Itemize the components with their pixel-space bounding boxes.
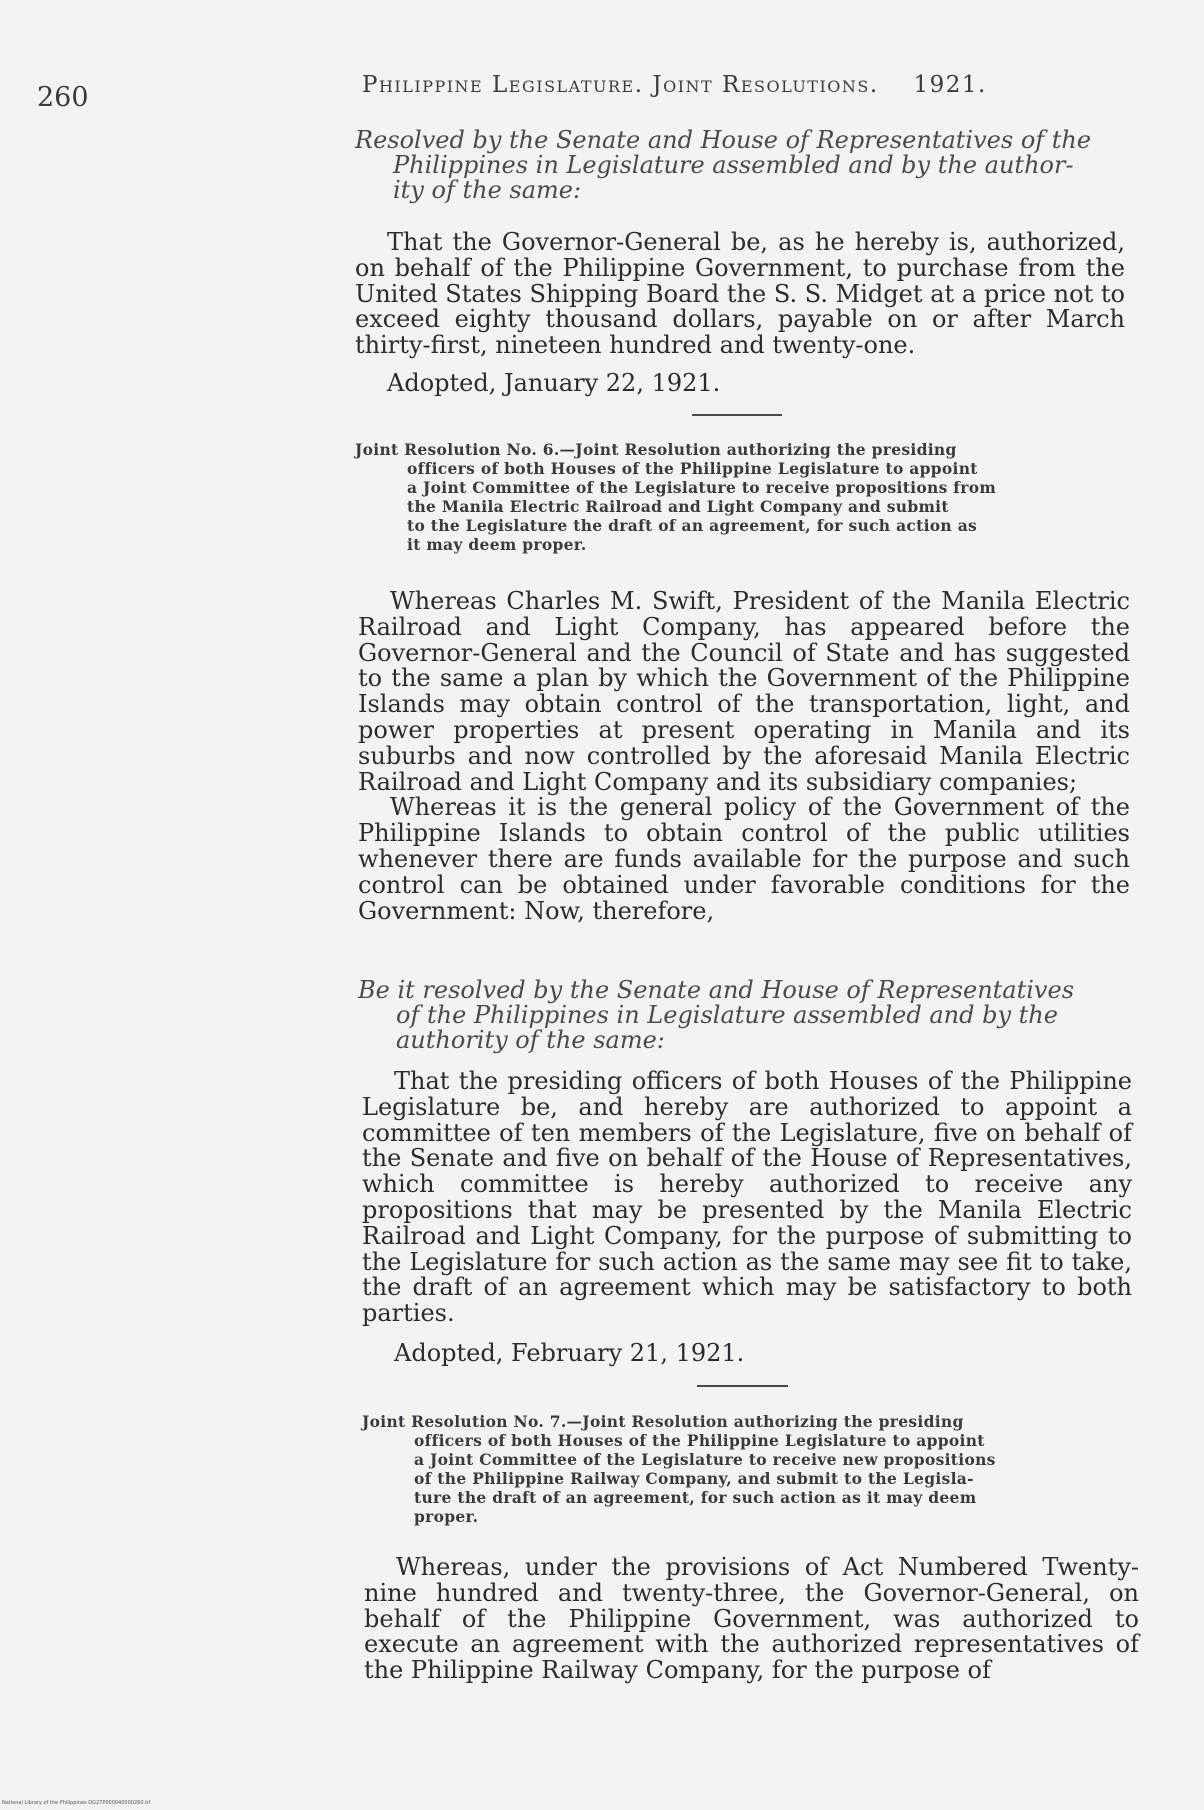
res6-whereas-1: Whereas Charles M. Swift, President of the Manila Electric Railroad and Light Company, has appeared before the Governor-General and the Council of State and has suggested to the same a plan by which the Government of the Philippine Islands may obtain control of the transportation, light, and power properties at present operating in Manila and its suburbs and now controlled by the aforesaid Manila Electric Railroad and Light Company and its subsidiary companies;	[358, 587, 1130, 796]
res6-summary-line: Joint Resolution No. 6.—Joint Resolution authorizing the presiding	[355, 440, 957, 459]
res6-whereas-2: Whereas it is the general policy of the Government of the Philippine Islands to obtain control of the public utilities whenever there are funds available for the purpose and such control can be obtained under favorable conditions for the Government: Now, therefore,	[358, 793, 1130, 925]
res5-resolved-line: Philippines in Legislature assembled and by the author-	[393, 151, 1074, 179]
res7-summary-line: Joint Resolution No. 7.—Joint Resolution authorizing the presiding	[362, 1412, 964, 1431]
running-head	[362, 72, 1102, 98]
res6-resolved-clause	[358, 978, 1130, 1053]
res5-resolved-line: ity of the same:	[393, 176, 582, 204]
res7-summary	[362, 1413, 1144, 1526]
section-divider	[697, 1385, 788, 1387]
res6-summary-line: officers of both Houses of the Philippine Legislature to appoint	[407, 458, 978, 478]
res6-summary-line: a Joint Committee of the Legislature to receive propositions from	[407, 477, 997, 497]
res6-resolved-line: authority of the same:	[396, 1026, 665, 1054]
res5-body	[355, 230, 1125, 359]
res7-preamble	[364, 1555, 1139, 1684]
running-title: Philippine Legislature. Joint Resolutions.	[362, 72, 879, 98]
res6-summary-line: the Manila Electric Railroad and Light Company and submit	[407, 496, 949, 516]
res6-summary-line: it may deem proper.	[407, 534, 587, 554]
res7-summary-line: of the Philippine Railway Company, and submit to the Legisla-	[414, 1468, 974, 1488]
res6-adopted-date: Adopted, February 21, 1921.	[394, 1339, 745, 1367]
res6-preamble	[358, 589, 1130, 924]
res6-summary	[355, 441, 1135, 554]
res6-resolved-line: of the Philippines in Legislature assembled and by the	[396, 1001, 1058, 1029]
res7-summary-line: officers of both Houses of the Philippine Legislature to appoint	[414, 1430, 985, 1450]
res5-body-paragraph: That the Governor-General be, as he hereby is, authorized, on behalf of the Philippine Government, to purchase from the United States Shipping Board the S. S. Midget at a price not to exceed eighty thousand dollars, payable on or after March thirty-first, nineteen hundred and twenty-one.	[355, 228, 1125, 360]
res6-resolved-line: Be it resolved by the Senate and House of Representatives	[358, 976, 1075, 1004]
res7-summary-line: proper.	[414, 1506, 479, 1526]
res7-summary-line: a Joint Committee of the Legislature to receive new propositions	[414, 1449, 996, 1469]
scan-footer: National Library of the Philippines DG27P000040000260.tif	[2, 1800, 151, 1806]
res7-whereas: Whereas, under the provisions of Act Numbered Twenty-nine hundred and twenty-three, the Governor-General, on behalf of the Philippine Government, was authorized to execute an agreement with the authorized representatives of the Philippine Railway Company, for the purpose of	[364, 1553, 1139, 1685]
res6-summary-line: to the Legislature the draft of an agreement, for such action as	[407, 515, 978, 535]
res5-adopted-date: Adopted, January 22, 1921.	[387, 369, 721, 397]
running-year: 1921.	[913, 72, 987, 98]
res5-resolved-clause	[355, 128, 1125, 203]
res5-resolved-line: Resolved by the Senate and House of Representatives of the	[355, 126, 1092, 154]
section-divider	[692, 414, 782, 416]
res7-summary-line: ture the draft of an agreement, for such action as it may deem	[414, 1487, 977, 1507]
res6-body	[362, 1069, 1132, 1327]
page-number: 260	[37, 82, 89, 113]
res6-body-paragraph: That the presiding officers of both Houses of the Philippine Legislature be, and hereby are authorized to appoint a committee of ten members of the Legislature, five on behalf of the Senate and five on behalf of the House of Representatives, which committee is hereby authorized to receive any propositions that may be presented by the Manila Electric Railroad and Light Company, for the purpose of submitting to the Legislature for such action as the same may see fit to take, the draft of an agreement which may be satisfactory to both parties.	[362, 1067, 1132, 1328]
